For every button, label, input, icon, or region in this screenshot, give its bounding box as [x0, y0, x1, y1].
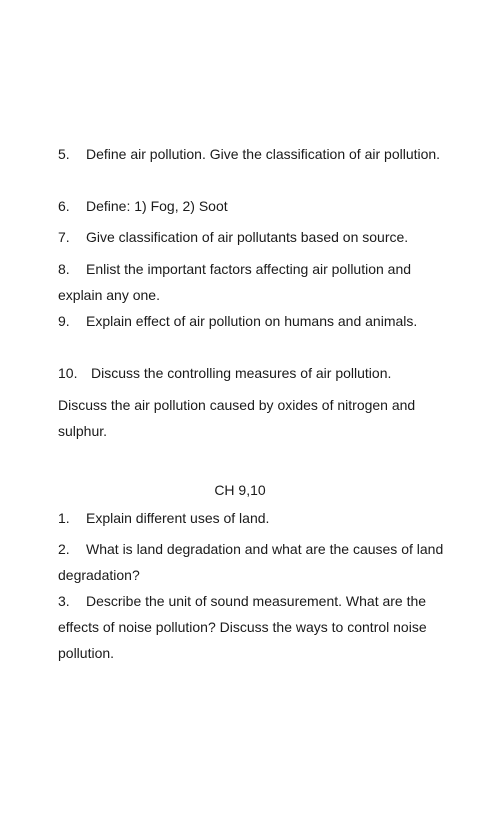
- question-ch-1: [58, 505, 448, 531]
- question-text: What is land degradation and what are the causes of land degradation?: [58, 541, 444, 583]
- question-number: 3.: [58, 593, 70, 609]
- question-number: 10.: [58, 365, 78, 381]
- question-number: 7.: [58, 229, 70, 245]
- question-5: [58, 141, 448, 167]
- question-number: 2.: [58, 541, 70, 557]
- question-6: [58, 193, 448, 219]
- question-number: 9.: [58, 313, 70, 329]
- question-number: 6.: [58, 198, 70, 214]
- question-9: [58, 308, 448, 334]
- question-number: 1.: [58, 510, 70, 526]
- question-text: Explain effect of air pollution on humans and animals.: [86, 313, 418, 329]
- question-text: Define: 1) Fog, 2) Soot: [86, 198, 228, 214]
- question-number: 8.: [58, 261, 70, 277]
- question-text: Discuss the air pollution caused by oxides of nitrogen and sulphur.: [58, 397, 416, 439]
- question-7: [58, 224, 448, 250]
- question-text: Describe the unit of sound measurement. What are the effects of noise pollution? Discuss the ways to control noise pollution.: [58, 593, 427, 661]
- question-10: [58, 360, 448, 386]
- question-8: [58, 256, 448, 308]
- question-number: 5.: [58, 146, 70, 162]
- question-unnumbered: [58, 392, 448, 444]
- question-text: Explain different uses of land.: [86, 510, 270, 526]
- question-text: Enlist the important factors affecting air pollution and explain any one.: [58, 261, 412, 303]
- question-ch-2: [58, 536, 448, 588]
- section-heading: CH 9,10: [214, 482, 266, 498]
- question-text: Discuss the controlling measures of air pollution.: [91, 365, 392, 381]
- question-text: Define air pollution. Give the classification of air pollution.: [86, 146, 441, 162]
- question-ch-3: [58, 588, 448, 666]
- question-text: Give classification of air pollutants based on source.: [86, 229, 409, 245]
